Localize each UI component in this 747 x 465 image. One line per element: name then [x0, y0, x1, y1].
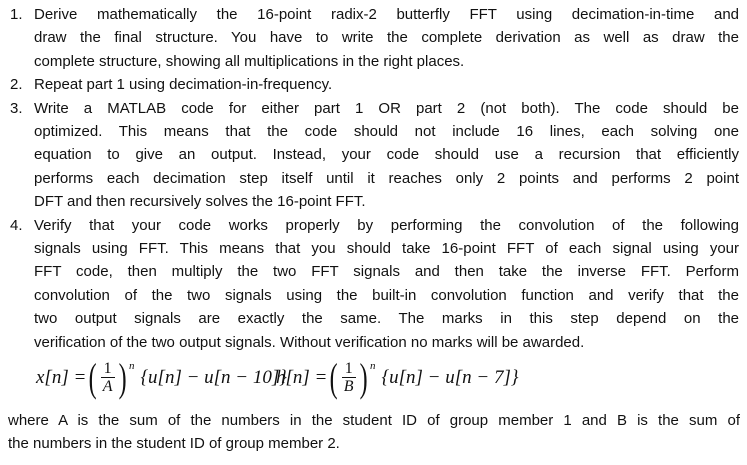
item-text-line: equation to give an output. Instead, your code should use a recursion that efficiently: [34, 146, 739, 164]
item-number: 3.: [10, 99, 23, 117]
item-text-line: Repeat part 1 using decimation-in-frequency.: [34, 76, 333, 94]
item-text-line: signals using FFT. This means that you should take 16-point FFT of each signal using your: [34, 240, 739, 258]
eq-x-fraction: $\frac{1}{A}$: [101, 360, 115, 396]
item-number: 2.: [10, 76, 23, 94]
eq-h-fraction: $\frac{1}{B}$: [342, 360, 356, 396]
item-text-line: DFT and then recursively solves the 16-point FFT.: [34, 193, 366, 211]
question-list: [0, 3, 747, 354]
list-item: [0, 3, 747, 73]
item-text-line: complete structure, showing all multiplications in the right places.: [34, 52, 465, 70]
item-text-line: optimized. This means that the code should not include 16 lines, each solving one: [34, 123, 739, 141]
item-number: 1.: [10, 6, 23, 23]
where-line: the numbers in the student ID of group member 2.: [8, 435, 340, 453]
item-text-line: Verify that your code works properly by performing the convolution of the following: [34, 216, 739, 234]
item-text-line: FFT code, then multiply the two FFT signals and then take the inverse FFT. Perform: [34, 263, 739, 281]
item-text-line: Write a MATLAB code for either part 1 OR part 2 (not both). The code should be: [34, 99, 739, 117]
list-item: [0, 214, 747, 354]
item-number: 4.: [10, 216, 23, 234]
where-line: where A is the sum of the numbers in the student ID of group member 1 and B is the sum of: [8, 412, 740, 429]
item-text-line: verification of the two output signals. Without verification no marks will be awarded.: [34, 333, 585, 351]
list-item: [0, 73, 747, 96]
item-text-line: performs each decimation step itself until it reaches only 2 points and performs 2 point: [34, 169, 739, 187]
where-paragraph: [8, 409, 740, 456]
item-text-line: convolution of the two signals using the built-in convolution function and verify that the: [34, 286, 739, 304]
eq-x-rhs: {u[n] − u[n − 10]}: [140, 367, 287, 388]
item-text-line: two output signals are exactly the same. The marks in this step depend on the: [34, 310, 739, 328]
item-text-line: draw the final structure. You have to write the complete derivation as well as draw the: [34, 29, 739, 47]
list-item: [0, 97, 747, 214]
eq-x-lhs: x[n] =: [36, 367, 87, 388]
eq-h-rhs: {u[n] − u[n − 7]}: [381, 367, 519, 388]
item-text-line: Derive mathematically the 16-point radix-2 butterfly FFT using decimation-in-time and: [34, 6, 739, 23]
equation-x: x[n] = ( $\frac{1}{A}$ ) $^n$ {u[n] − u[n − 10]}: [36, 355, 287, 400]
equation-h: h[n] = ( $\frac{1}{B}$ ) $^n$ {u[n] − u[n − 7]}: [276, 355, 519, 400]
eq-h-lhs: h[n] =: [276, 367, 328, 388]
